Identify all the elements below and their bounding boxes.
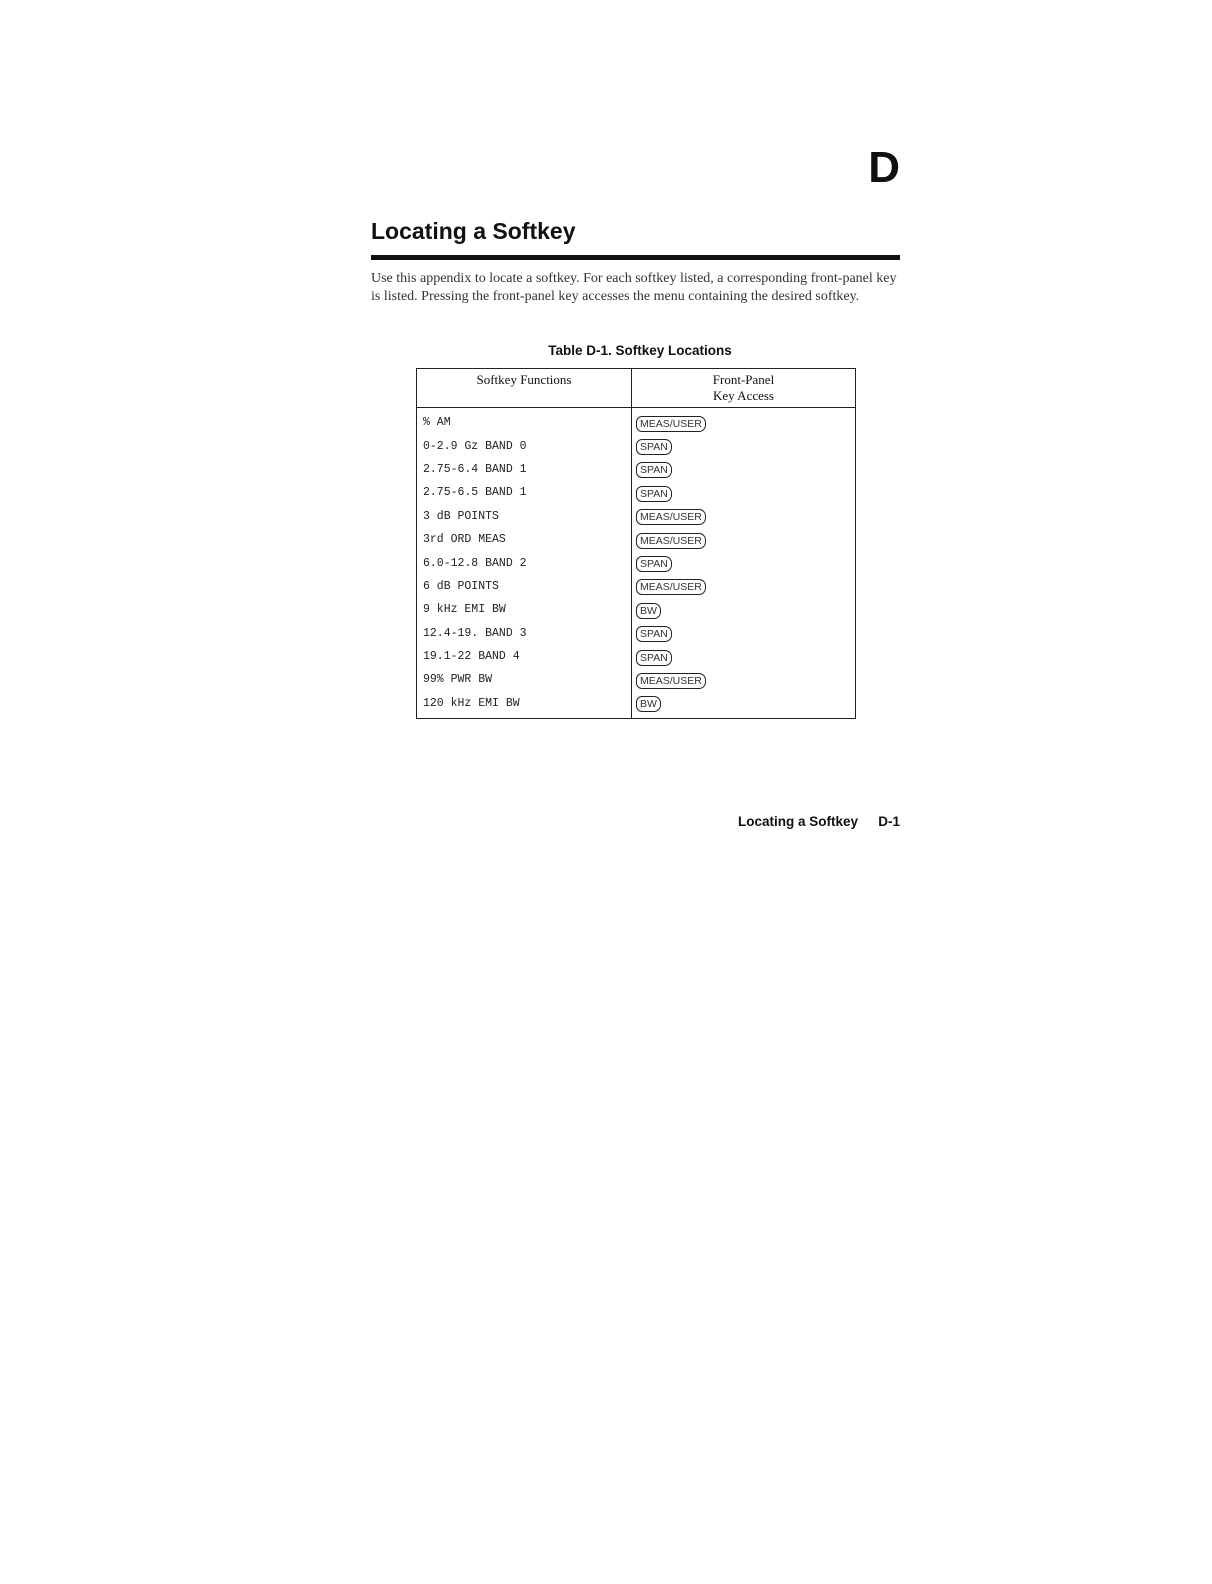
- softkey-function-cell: 12.4-19. BAND 3: [417, 622, 632, 645]
- key-access-cell: [632, 668, 856, 691]
- appendix-letter: D: [868, 143, 900, 192]
- table-row: [417, 505, 856, 528]
- key-access-cell: [632, 408, 856, 435]
- front-panel-keycap: SPAN: [636, 439, 672, 455]
- title-rule: [371, 255, 900, 260]
- key-access-cell: [632, 692, 856, 719]
- table-row: [417, 645, 856, 668]
- header-front-panel-key-access: [632, 369, 856, 408]
- table-row: [417, 692, 856, 719]
- softkey-function-cell: 120 kHz EMI BW: [417, 692, 632, 719]
- front-panel-keycap: MEAS/USER: [636, 416, 706, 432]
- front-panel-keycap: BW: [636, 603, 661, 619]
- table-row: [417, 622, 856, 645]
- key-access-cell: [632, 481, 856, 504]
- softkey-function-cell: % AM: [417, 408, 632, 435]
- table-row: [417, 668, 856, 691]
- front-panel-keycap: BW: [636, 696, 661, 712]
- table-body: [417, 408, 856, 719]
- header-access-line-1: Front-Panel: [712, 372, 775, 387]
- key-access-cell: [632, 458, 856, 481]
- softkey-locations-table: [416, 368, 856, 719]
- softkey-function-cell: 0-2.9 Gz BAND 0: [417, 434, 632, 457]
- table-row: [417, 458, 856, 481]
- key-access-cell: [632, 528, 856, 551]
- front-panel-keycap: MEAS/USER: [636, 579, 706, 595]
- front-panel-keycap: SPAN: [636, 556, 672, 572]
- key-access-cell: [632, 551, 856, 574]
- table-row: [417, 551, 856, 574]
- footer-title: Locating a Softkey: [737, 814, 858, 829]
- key-access-cell: [632, 598, 856, 621]
- front-panel-keycap: SPAN: [636, 486, 672, 502]
- table-row: [417, 481, 856, 504]
- header-softkey-functions: Softkey Functions: [417, 369, 632, 408]
- softkey-function-cell: 6.0-12.8 BAND 2: [417, 551, 632, 574]
- softkey-function-cell: 19.1-22 BAND 4: [417, 645, 632, 668]
- page-title: Locating a Softkey: [371, 218, 576, 244]
- intro-paragraph: Use this appendix to locate a softkey. For each softkey listed, a corresponding front-panel key is listed. Pressing the front-panel key accesses the menu containing the desired softkey.: [371, 271, 897, 304]
- header-access-line-2: Key Access: [712, 388, 774, 403]
- table-header-row: [417, 369, 856, 408]
- softkey-function-cell: 99% PWR BW: [417, 668, 632, 691]
- key-access-cell: [632, 505, 856, 528]
- table-row: [417, 434, 856, 457]
- table-caption: Table D-1. Softkey Locations: [548, 343, 732, 358]
- key-access-cell: [632, 645, 856, 668]
- softkey-function-cell: 2.75-6.5 BAND 1: [417, 481, 632, 504]
- table-row: [417, 408, 856, 435]
- front-panel-keycap: SPAN: [636, 626, 672, 642]
- key-access-cell: [632, 575, 856, 598]
- table-row: [417, 575, 856, 598]
- front-panel-keycap: MEAS/USER: [636, 673, 706, 689]
- footer-page-number: D-1: [878, 814, 900, 829]
- table-row: [417, 598, 856, 621]
- front-panel-keycap: MEAS/USER: [636, 509, 706, 525]
- front-panel-keycap: SPAN: [636, 462, 672, 478]
- key-access-cell: [632, 622, 856, 645]
- front-panel-keycap: MEAS/USER: [636, 533, 706, 549]
- softkey-function-cell: 3 dB POINTS: [417, 505, 632, 528]
- softkey-function-cell: 2.75-6.4 BAND 1: [417, 458, 632, 481]
- softkey-function-cell: 3rd ORD MEAS: [417, 528, 632, 551]
- table-row: [417, 528, 856, 551]
- softkey-function-cell: 9 kHz EMI BW: [417, 598, 632, 621]
- front-panel-keycap: SPAN: [636, 650, 672, 666]
- softkey-function-cell: 6 dB POINTS: [417, 575, 632, 598]
- key-access-cell: [632, 434, 856, 457]
